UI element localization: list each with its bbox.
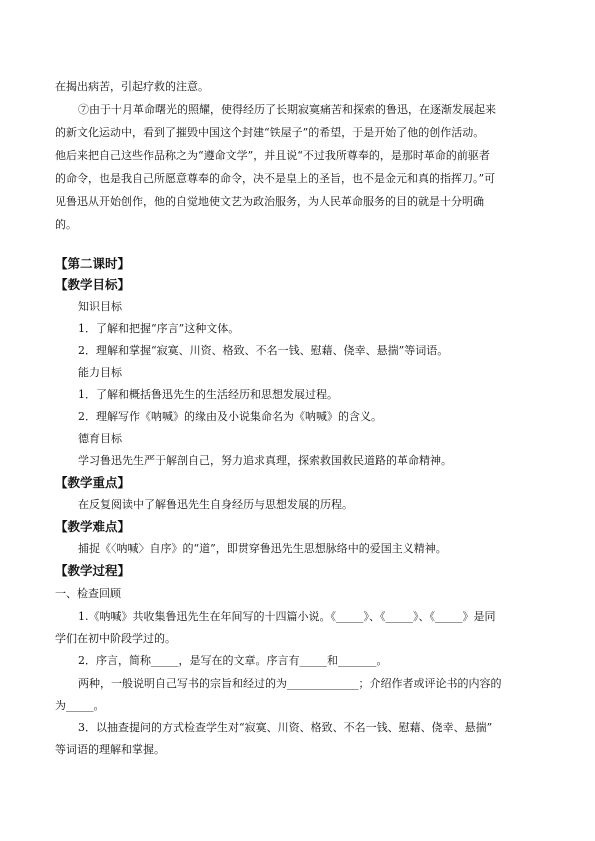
review-question-2-line-1: 2．序言，简称_____，是写在的文章。序言有_____和_______。 — [78, 654, 388, 667]
para-7-line-5: 见鲁迅从开始创作，他的自觉地使文艺为政治服务，为人民革命服务的目的就是十分明确 — [55, 195, 484, 208]
para-7-line-3: 他后来把自己这些作品称之为“遵命文学”，并且说“不过我所尊奉的，是那时革命的前驱者 — [55, 149, 490, 162]
para-7-line-1: ⑦由于十月革命曙光的照耀，使得经历了长期寂寞痛苦和探索的鲁迅，在逐渐发展起来 — [78, 103, 496, 116]
section-heading-teaching-process: 【教学过程】 — [55, 563, 131, 578]
review-question-3-line-1: 3．以抽查提问的方式检查学生对“寂寞、川资、格致、不名一钱、慰藉、侥幸、悬揣” — [78, 721, 493, 734]
difficulties-text: 捕捉《〈呐喊〉自序》的“道”，即贯穿鲁迅先生思想脉络中的爱国主义精神。 — [78, 542, 447, 555]
review-question-1-line-2: 学们在初中阶段学过的。 — [55, 632, 176, 645]
review-question-3-line-2: 等词语的理解和掌握。 — [55, 743, 165, 756]
subheading-knowledge-goals: 知识目标 — [78, 300, 122, 313]
subheading-ability-goals: 能力目标 — [78, 366, 122, 379]
para-6-end: 在揭出病苦，引起疗救的注意。 — [55, 80, 209, 93]
review-question-1-line-1: 1.《呐喊》共收集鲁迅先生在年间写的十四篇小说。《_____》、《_____》、《_____》是同 — [78, 610, 496, 623]
section-heading-second-lesson: 【第二课时】 — [55, 256, 131, 271]
ability-goal-1: 1．了解和概括鲁迅先生的生活经历和思想发展过程。 — [78, 388, 338, 401]
ability-goal-2: 2．理解写作《呐喊》的缘由及小说集命名为《呐喊》的含义。 — [78, 410, 382, 423]
process-step-1-title: 一、检查回顾 — [55, 587, 121, 600]
review-question-2-line-2: 两种，一般说明自己写书的宗旨和经过的为_____________；介绍作者或评论书的内容的 — [78, 677, 502, 690]
para-7-line-6: 的。 — [55, 218, 77, 231]
section-heading-difficulties: 【教学难点】 — [55, 519, 131, 534]
para-7-line-2: 的新文化运动中，看到了摧毁中国这个封建“铁屋子”的希望，于是开始了他的创作活动。 — [55, 126, 485, 139]
moral-goal: 学习鲁迅先生严于解剖自己，努力追求真理，探索救国救民道路的革命精神。 — [78, 454, 452, 467]
key-points-text: 在反复阅读中了解鲁迅先生自身经历与思想发展的历程。 — [78, 498, 353, 511]
para-7-line-4: 的命令，也是我自己所愿意尊奉的命令，决不是皇上的圣旨，也不是金元和真的指挥刀。”可 — [55, 172, 496, 185]
review-question-2-line-3: 为_____。 — [55, 699, 105, 712]
knowledge-goal-1: 1．了解和把握“序言”这种文体。 — [78, 322, 240, 335]
section-heading-teaching-goals: 【教学目标】 — [55, 277, 131, 292]
subheading-moral-goals: 德育目标 — [78, 432, 122, 445]
knowledge-goal-2: 2．理解和掌握“寂寞、川资、格致、不名一钱、慰藉、侥幸、悬揣”等词语。 — [78, 344, 449, 357]
section-heading-key-points: 【教学重点】 — [55, 475, 131, 490]
